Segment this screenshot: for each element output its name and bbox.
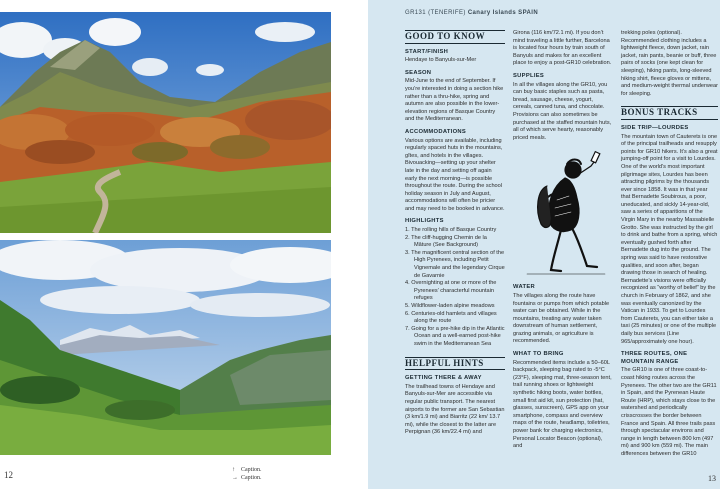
photo-valley-snowy-peaks (0, 240, 331, 455)
list-item: 2. The cliff-hugging Chemin de la Mâture (See Background) (405, 234, 487, 249)
page-number-left: 12 (4, 470, 13, 480)
season-text: Mid-June to the end of September. If you’re interested in doing a section hike rather than a thru-hike, spring and autumn are also possible in the lower-elevation regions of Basque Country and the Mediterranean. (405, 78, 504, 123)
section-title-helpful-hints: HELPFUL HINTS (405, 357, 505, 371)
subheading-getting-there: GETTING THERE & AWAY (405, 375, 482, 382)
list-item: 1. The rolling hills of Basque Country (405, 227, 497, 234)
water-text: The villages along the route have fountains or pumps from which potable water can be obtained. While in the mountains, treating any water taken downstream of human settlement, grazing animals, or agriculture is recommended. (513, 292, 610, 345)
subheading-three-routes: THREE ROUTES, ONE MOUNTAIN RANGE (621, 351, 688, 365)
caption-text: Caption. (241, 467, 262, 473)
getting-there-text: The trailhead towns of Hendaye and Banyuls-sur-Mer are accessible via regular public transport. The nearest airports to the former are San Sebastian (3 km/1.9 mi) and Biarritz (22 km/ 13.7 mi), while the closest to the latter are Perpignan (36 km/22.4 mi) and (405, 383, 505, 436)
accommodations-text: Various options are available, including regularly spaced huts in the mountains, gîtes, and hotels in the villages. Bivouacking—setting up your shelter late in the day and setting off again early the next morning—is possible throughout the route. During the school holiday season in July and August, accommodations will often be pricier and may need to be booked in advance. (405, 137, 505, 212)
captions (232, 466, 262, 482)
column-1 (405, 30, 505, 437)
column-2 (513, 30, 613, 451)
column-3 (621, 30, 718, 458)
hiker-drinking-illustration (517, 150, 609, 278)
supplies-text: In all the villages along the GR10, you can buy basic staples such as pasta, bread, sausage, cheese, yogurt, cereals, canned tuna, and chocolate. Provisions can also sometimes be purchased at the staffed mountain huts, all of which serve hearty, reasonably priced meals. (513, 81, 612, 141)
highlights-list (405, 227, 505, 349)
subheading-season: SEASON (405, 69, 432, 76)
list-item: 3. The magnificent central section of the High Pyrenees, including Petit Vignemale and the legendary Cirque de Gavarnie (405, 249, 505, 279)
subheading-supplies: SUPPLIES (513, 72, 545, 79)
clothing-text: trekking poles (optional). Recommended clothing includes a lightweight fleece, down jacket, rain jacket, rain pants, beanie or buff, three pairs of socks (one kept clean for sleeping), hiking pants, long-sleeved hiking shirt, fleece gloves or mittens, and medium-weight thermal underwear for sleeping. (621, 30, 719, 97)
list-item: 7. Going for a pre-hike dip in the Atlantic Ocean and a well-earned post-hike swim in the Mediterranean Sea (405, 325, 505, 347)
list-item: 6. Centuries-old hamlets and villages along the route (405, 310, 497, 325)
list-item: 4. Overnighting at one or more of the Pyrenees’ characterful mountain refuges (405, 280, 497, 302)
photo-mountain-autumn-forest (0, 12, 331, 233)
start-finish-text: Hendaye to Banyuls-sur-Mer (405, 57, 477, 64)
running-head (405, 10, 538, 16)
transport-continued-text: Girona (116 km/72.1 mi). If you don’t mind traveling a little further, Barcelona is located four hours by train south of Banyuls and makes for an excellent place to enjoy a post-GR10 celebration. (513, 30, 612, 67)
side-trip-text: The mountain town of Cauterets is one of the principal trailheads and resupply points for GR10 hikers. It’s also a great jumping-off point for a visit to Lourdes. One of the world’s most important pilgrimage sites, Lourdes has been attracting pilgrims by the thousands ever since 1858. It was in that year that Bernadette Soubirous, a poor, uneducated, and sickly 14-year-old, saw a series of apparitions of the Virgin Mary in the nearby Massabielle Grotto. She was instructed by the girl to drink and bathe from a spring, which eventually gushed forth after Bernadette dug into the ground. The spring was said to have restorative qualities, and soon after, began drawing those in search of healing. Bernadette’s visions were officially recognized as “worthy of belief” by the church in February of 1862, and she was eventually canonized by the Vatican in 1933. To get to Lourdes from Cauterets, you can either take a taxi (25 minutes) or one of the multiple daily bus services (Line 965/approximately one hour). (621, 133, 718, 345)
what-to-bring-text: Recommended items include a 50–60L backpack, sleeping bag rated to -5°C (23°F), sleeping mat, three-season tent, trail running shoes or lightweight synthetic hiking boots, water bottles, small first aid kit, sun protection (hat, glasses, sunscreen), GPS app on your smartphone, compass and overview maps of the route, headlamp, toiletries, power bank for charging electronics, Personal Locator Beacon (optional), and (513, 359, 612, 450)
running-head-place: Canary Islands SPAIN (467, 10, 539, 16)
subheading-water: WATER (513, 284, 536, 291)
section-title-bonus-tracks: BONUS TRACKS (621, 106, 718, 120)
subheading-side-trip-lourdes: SIDE TRIP—LOURDES (621, 124, 689, 131)
right-page (368, 0, 720, 489)
list-item: 5. Wildflower-laden alpine meadows (405, 303, 495, 309)
page-number-right: 13 (708, 474, 716, 483)
caption-line (232, 474, 262, 482)
arrow-right-icon: → (232, 475, 238, 481)
subheading-what-to-bring: WHAT TO BRING (513, 351, 564, 358)
subheading-accommodations: ACCOMMODATIONS (405, 128, 467, 135)
arrow-up-icon: ↑ (232, 467, 235, 473)
three-routes-text: The GR10 is one of three coast-to-coast hiking routes across the Pyrenees. The other two are the GR11 in Spain, and the Pyrenean Haute Route (HRP), which stays close to the watershed and periodically crisscrosses the border between France and Spain. All three trails pass through spectacular environs and range in length between 800 km (497 mi) and 900 km (559 mi). The main differences between the GR10 (621, 367, 717, 457)
section-title-good-to-know: GOOD TO KNOW (405, 30, 505, 44)
running-head-code: GR131 (TENERIFE) (405, 10, 466, 16)
caption-text: Caption. (241, 475, 262, 481)
subheading-start-finish: START/FINISH (405, 48, 449, 55)
caption-line (232, 466, 262, 474)
subheading-highlights: HIGHLIGHTS (405, 218, 444, 225)
